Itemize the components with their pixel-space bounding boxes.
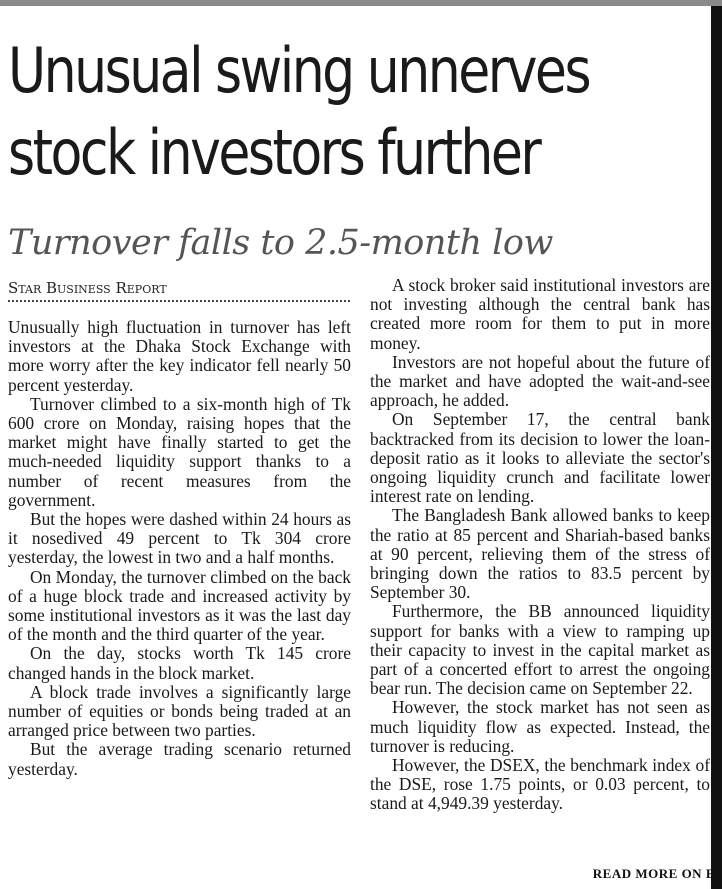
paragraph: Unusually high fluctuation in turnover has left investors at the Dhaka Stock Exchange with more worry after the key indicator fell nearly 50 percent yesterday.	[8, 317, 351, 395]
top-rule	[0, 0, 722, 6]
paragraph: A stock broker said institutional investors are not investing although the central bank has created more room for them to put in more money.	[370, 275, 710, 353]
paragraph: Furthermore, the BB announced liquidity support for banks with a view to ramping up their capacity to invest in the capital market as part of a concerted effort to arrest the ongoing bear run. The decision came on September 22.	[370, 601, 710, 699]
subheadline: Turnover falls to 2.5-month low	[8, 223, 553, 263]
paragraph: Investors are not hopeful about the future of the market and have adopted the wait-and-see approach, he added.	[370, 351, 710, 411]
paragraph: On September 17, the central bank backtracked from its decision to lower the loan-deposit ratio as it looks to alleviate the sector's ongoing liquidity crunch and facilitate lower interest rate on lending.	[370, 409, 710, 507]
headline-line-2: stock investors further	[8, 116, 540, 189]
paragraph: But the hopes were dashed within 24 hours as it nosedived 49 percent to Tk 304 crore yesterday, the lowest in two and a half months.	[8, 509, 351, 568]
paragraph: However, the DSEX, the benchmark index of the DSE, rose 1.75 points, or 0.03 percent, to stand at 4,949.39 yesterday.	[370, 755, 710, 814]
article-column-left	[8, 318, 351, 779]
paragraph: However, the stock market has not seen as much liquidity flow as expected. Instead, the turnover is reducing.	[370, 697, 710, 756]
paragraph: On Monday, the turnover climbed on the back of a huge block trade and increased activity by some institutional investors as it was the last day of the month and the third quarter of the year.	[8, 566, 351, 645]
headline-line-1: Unusual swing unnerves	[8, 34, 590, 107]
read-more-link[interactable]: READ MORE ON B3	[592, 866, 722, 881]
paragraph: A block trade involves a significantly large number of equities or bonds being traded at an arranged price between two parties.	[8, 681, 351, 741]
article-column-right	[370, 276, 710, 814]
headline	[8, 30, 598, 194]
paragraph: The Bangladesh Bank allowed banks to keep the ratio at 85 percent and Shariah-based banks at 90 percent, relieving them of the stress of bringing down the ratios to 83.5 percent by September 30.	[370, 505, 710, 603]
byline: Star Business Report	[8, 279, 167, 297]
paragraph: Turnover climbed to a six-month high of Tk 600 crore on Monday, raising hopes that the market might have finally started to get the much-needed liquidity support thanks to a number of recent measures from the government.	[8, 393, 351, 510]
right-edge-rule	[711, 6, 722, 889]
byline-dotted-rule	[8, 300, 350, 302]
paragraph: But the average trading scenario returned yesterday.	[8, 739, 351, 779]
paragraph: On the day, stocks worth Tk 145 crore changed hands in the block market.	[8, 643, 351, 683]
